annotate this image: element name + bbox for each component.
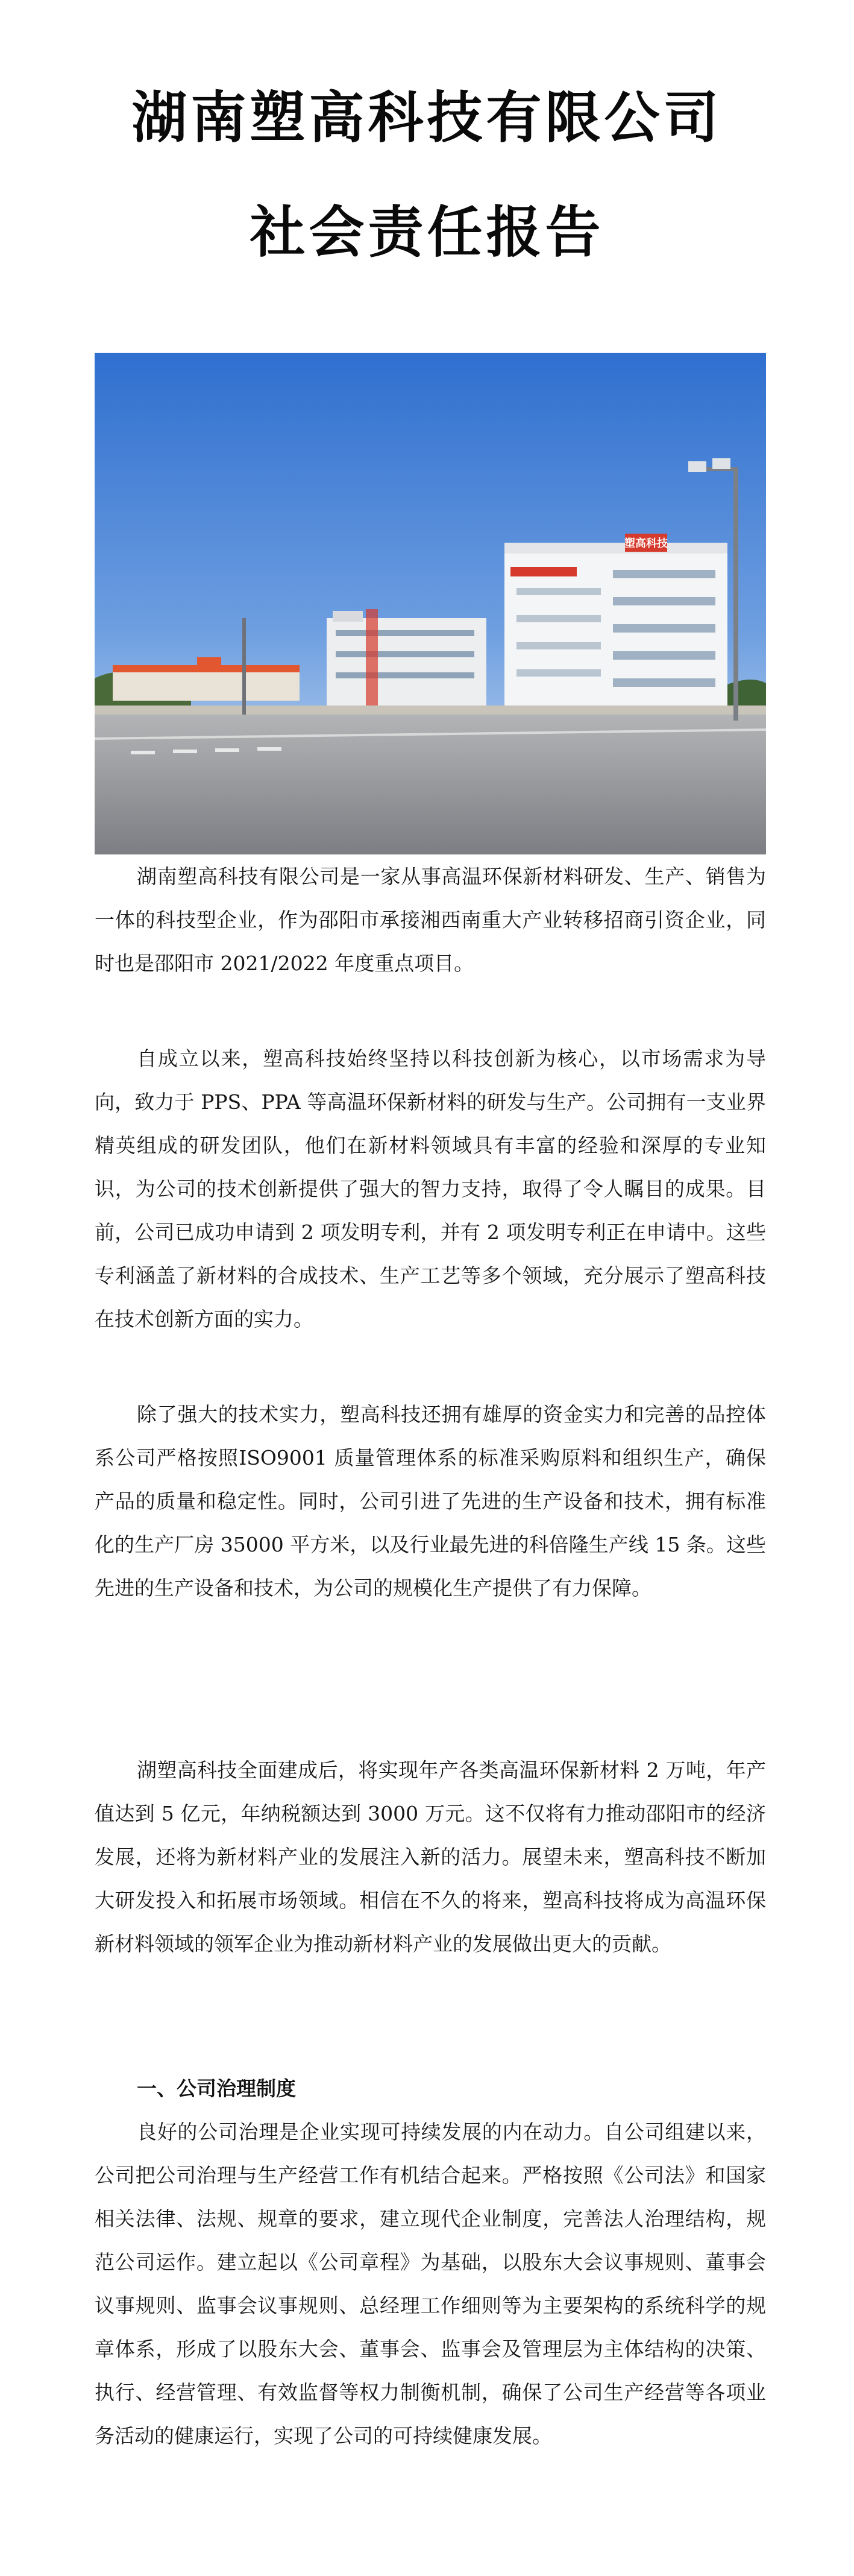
governance-paragraph: 良好的公司治理是企业实现可持续发展的内在动力。自公司组建以来，公司把公司治理与生产经营工作有机结合起来。严格按照《公司法》和国家相关法律、法规、规章的要求，建立现代企业制度，完善法人治理结构，规范公司运作。建立起以《公司章程》为基础，以股东大会议事规则、董事会议事规则、监事会议事规则、总经理工作细则等为主要架构的系统科学的规章体系，形成了以股东大会、董事会、监事会及管理层为主体结构的决策、执行、经营管理、有效监督等权力制衡机制，确保了公司生产经营等各项业务活动的健康运行，实现了公司的可持续健康发展。 <box>95 2120 766 2448</box>
photo-road <box>95 715 766 854</box>
outlook-paragraph: 湖塑高科技全面建成后，将实现年产各类高温环保新材料 2 万吨，年产值达到 5 亿元，年纳税额达到 3000 万元。这不仅将有力推动邵阳市的经济发展，还将为新材料产业的发展注入新的活力。展望未来，塑高科技不断加大研发投入和拓展市场领域。相信在不久的将来，塑高科技将成为高温环保新材料领域的领军企业为推动新材料产业的发展做出更大的贡献。 <box>95 1758 766 1956</box>
section-heading-governance: 一、公司治理制度 <box>137 2077 296 2100</box>
factory-photo <box>95 353 766 854</box>
innovation-paragraph: 自成立以来，塑高科技始终坚持以科技创新为核心，以市场需求为导向，致力于 PPS、PPA 等高温环保新材料的研发与生产。公司拥有一支业界精英组成的研发团队，他们在新材料领域具有丰富的经验和深厚的专业知识，为公司的技术创新提供了强大的智力支持，取得了令人瞩目的成果。目前，公司已成功申请到 2 项发明专利，并有 2 项发明专利正在申请中。这些专利涵盖了新材料的合成技术、生产工艺等多个领域，充分展示了塑高科技在技术创新方面的实力。 <box>95 1047 766 1331</box>
capability-paragraph: 除了强大的技术实力，塑高科技还拥有雄厚的资金实力和完善的品控体系公司严格按照ISO9001 质量管理体系的标准采购原料和组织生产，确保产品的质量和稳定性。同时，公司引进了先进的生产设备和技术，拥有标准化的生产厂房 35000 平方米，以及行业最先进的科倍隆生产线 15 条。这些先进的生产设备和技术，为公司的规模化生产提供了有力保障。 <box>95 1403 766 1600</box>
building-sign-text: 塑高科技 <box>624 537 668 550</box>
intro-paragraph: 湖南塑高科技有限公司是一家从事高温环保新材料研发、生产、销售为一体的科技型企业，作为邵阳市承接湘西南重大产业转移招商引资企业，同时也是邵阳市 2021/2022 年度重点项目。 <box>95 865 766 975</box>
report-title-subtitle: 社会责任报告 <box>250 200 604 265</box>
report-title-company: 湖南塑高科技有限公司 <box>131 86 723 150</box>
